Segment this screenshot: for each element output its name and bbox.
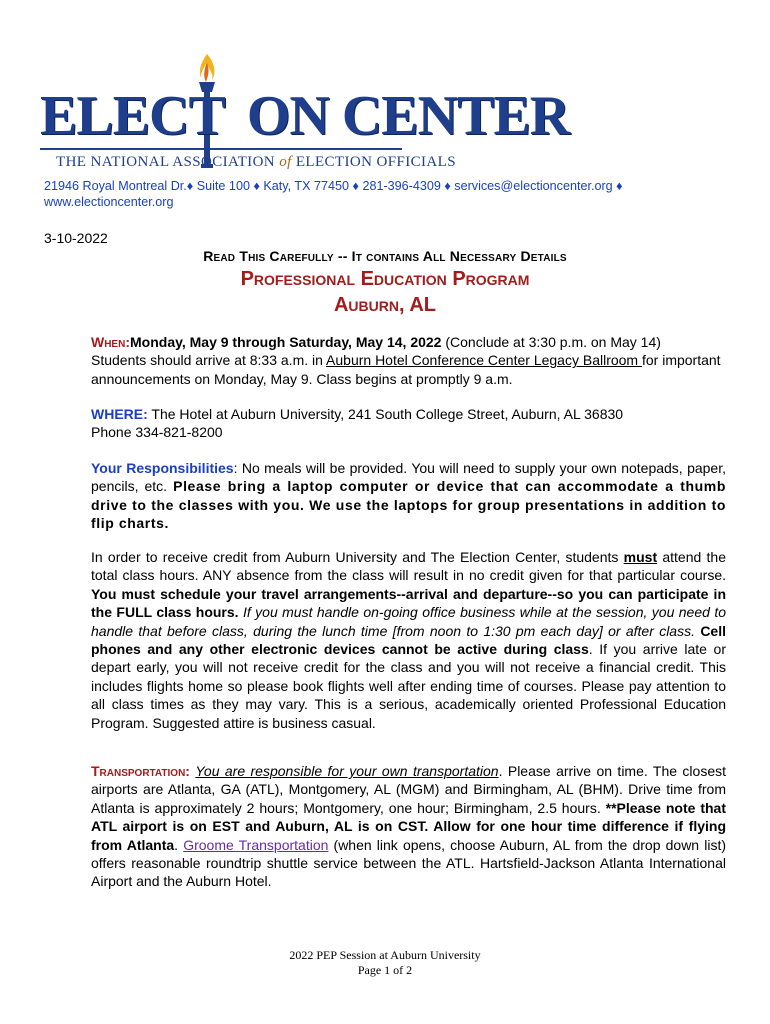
transportation-text-1: . Please arrive on time. The closest airports are Atlanta, GA (ATL), Montgomery, AL (MGM) and Birmingham, AL (BHM). Drive time from Atlanta is approximately 2 hours; Montgomery, one hour; Birmingham, 2.5 hours. <box>91 763 727 816</box>
when-section <box>91 333 726 388</box>
credit-text-3: . If you arrive late or depart early, you will not receive credit for the class and you will not receive a financial credit. This includes flights home so please book flights well after ending time of courses. Please pay attention to all class times as they may vary. This is a serious, academically oriented Professional Education Program. Suggested attire is business casual. <box>91 641 727 731</box>
venue-name: Auburn Hotel Conference Center Legacy Ballroom <box>326 352 642 369</box>
travel-requirement: You must schedule your travel arrangements--arrival and departure--so you can participate in the FULL class hours. <box>91 585 726 621</box>
groome-transportation-link[interactable]: Groome Transportation <box>183 836 329 853</box>
where-section <box>91 405 726 442</box>
transportation-section <box>91 762 726 891</box>
program-title: Professional Education Program <box>240 268 530 290</box>
credit-text-1: In order to receive credit from Auburn University and The Election Center, students <box>91 549 624 565</box>
where-address: The Hotel at Auburn University, 241 South College Street, Auburn, AL 36830 <box>147 406 624 422</box>
when-label: When: <box>91 334 130 350</box>
responsibilities-label: Your Responsibilities <box>91 460 234 476</box>
footer-session: 2022 PEP Session at Auburn University <box>289 948 481 962</box>
when-dates: Monday, May 9 through Saturday, May 14, 2022 <box>130 334 442 350</box>
credit-text-2: attend the total class hours. ANY absence from the class will result in no credit given for that particular course. <box>91 549 727 584</box>
credit-section <box>91 548 726 732</box>
page-footer <box>0 948 770 978</box>
program-location: Auburn, AL <box>333 294 437 316</box>
address-line: 21946 Royal Montreal Dr.♦ Suite 100 ♦ Katy, TX 77450 ♦ 281-396-4309 ♦ services@electioncenter.org ♦ <box>44 179 623 193</box>
contact-address <box>44 178 744 210</box>
office-business-note: If you must handle on-going office business while at the session, you need to handle that before class, during the lunch time [from noon to 1:30 pm each day] or after class. <box>91 604 727 639</box>
responsibilities-section <box>91 459 726 533</box>
transportation-text-3: (when link opens, choose Auburn, AL from the drop down list) offers reasonable roundtrip shuttle service between the ATL. Hartsfield-Jackson Atlanta International Airport and the Auburn Hotel. <box>91 836 726 890</box>
logo-rule <box>40 148 402 150</box>
timezone-note: **Please note that ATL airport is on EST and Auburn, AL is on CST. Allow for one hour time difference if flying from Atlanta <box>91 799 726 853</box>
document-date: 3-10-2022 <box>44 230 108 246</box>
logo-subtitle: THE NATIONAL ASSOCIATION of ELECTION OFFICIALS <box>56 154 456 170</box>
arrive-text-end: for important announcements on Monday, May 9. Class begins at promptly 9 a.m. <box>91 352 721 387</box>
footer-page-number: Page 1 of 2 <box>357 963 413 977</box>
responsibilities-text: No meals will be provided. You will need to supply your own notepads, paper, pencils, etc. <box>91 460 726 495</box>
where-phone: Phone 334-821-8200 <box>91 424 223 441</box>
transportation-text-2: . <box>174 836 184 853</box>
arrive-text: Students should arrive at 8:33 a.m. in <box>91 352 327 369</box>
devices-rule: Cell phones and any other electronic devices cannot be active during class <box>91 622 726 658</box>
logo-wordmark: ELECT ON CENTER <box>40 85 570 147</box>
credit-must: must <box>623 549 658 565</box>
where-label: WHERE: <box>91 406 148 422</box>
transportation-responsibility: You are responsible for your own transportation <box>195 763 499 779</box>
election-center-logo <box>40 52 570 174</box>
laptop-requirement: Please bring a laptop computer or device that can accommodate a thumb drive to the classes with you. We use the laptops for group presentations in addition to flip charts. <box>91 478 726 532</box>
transportation-label: Transportation: <box>91 763 190 779</box>
responsibilities-colon: : <box>233 460 238 476</box>
when-conclude: (Conclude at 3:30 p.m. on May 14) <box>441 334 661 350</box>
notice-heading: Read This Carefully -- It contains All Necessary Details <box>203 248 567 264</box>
website-link[interactable]: www.electioncenter.org <box>44 195 174 209</box>
